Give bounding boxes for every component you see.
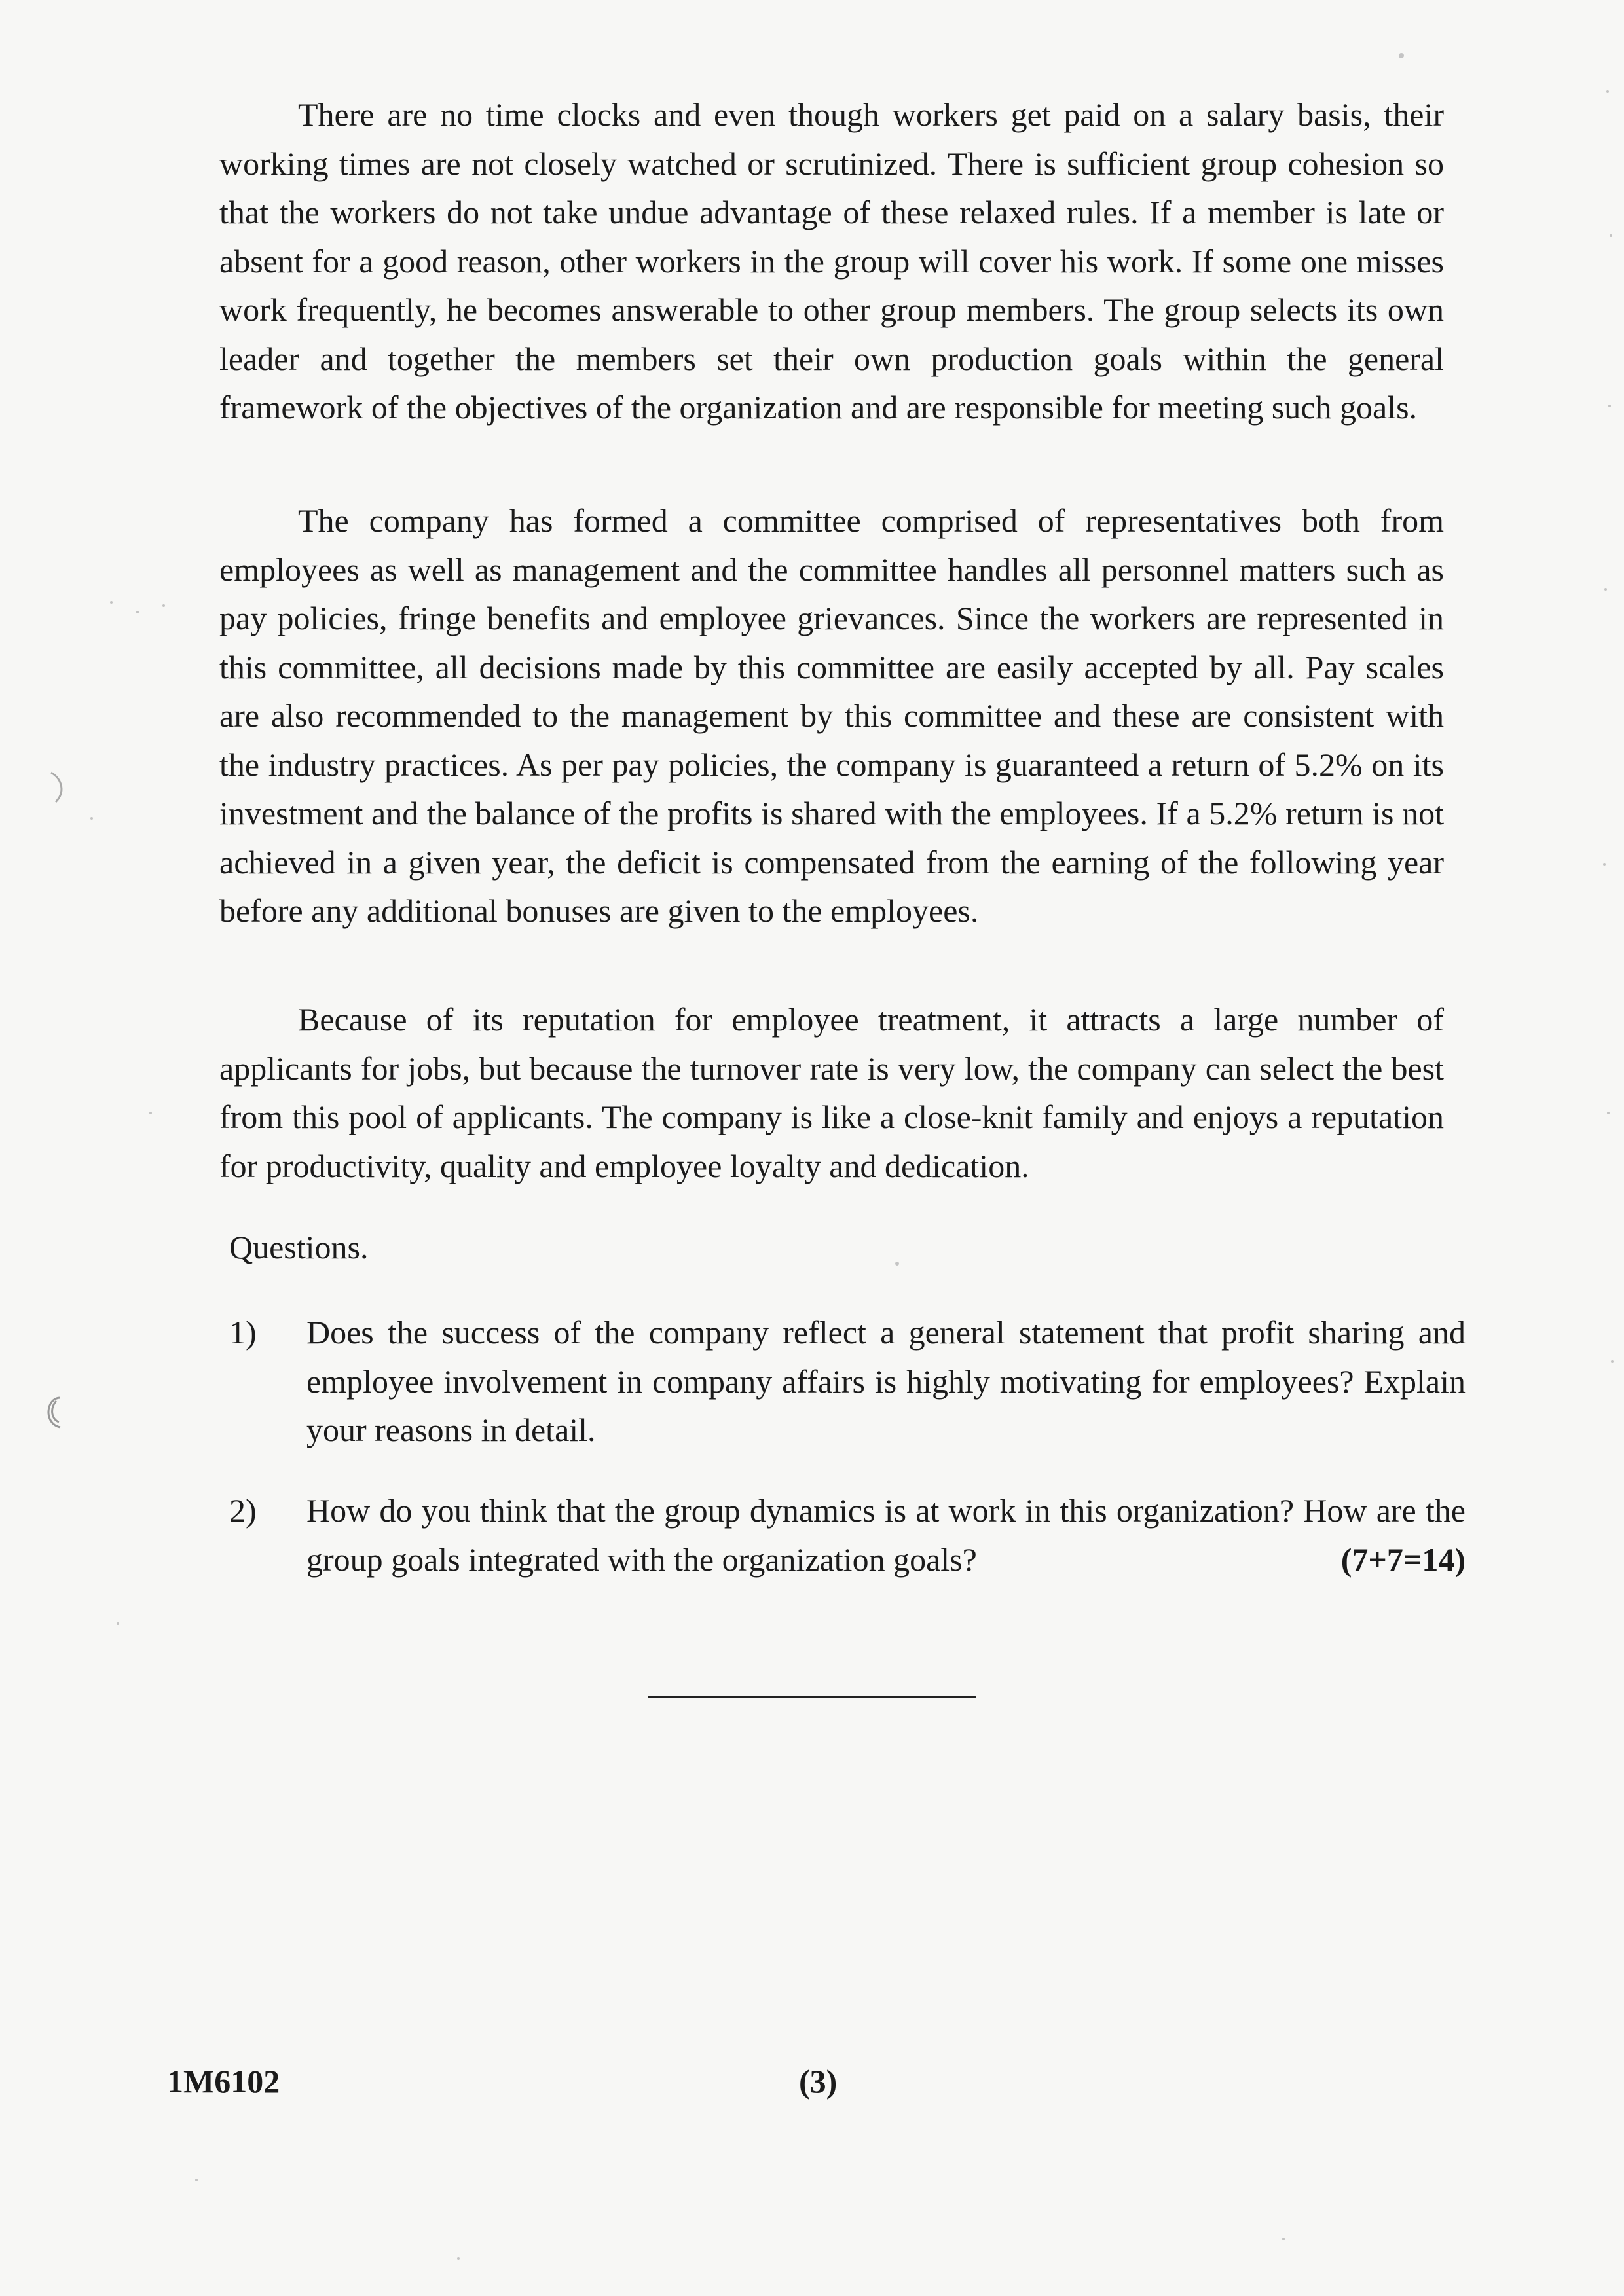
- question-text: How do you think that the group dynamics is at work in this organization? How are the group goals integrated with the organization goals?: [306, 1492, 1466, 1578]
- end-divider: [648, 1696, 976, 1698]
- question-item: [229, 1308, 1466, 1459]
- question-number: 2): [229, 1492, 257, 1529]
- paragraph-reputation: Because of its reputation for employee treatment, it attracts a large number of applicants for jobs, but because the turnover rate is very low, the company can select the best from this pool of applicants. The company is like a close-knit family and enjoys a reputation for productivity, quality and employee loyalty and dedication.: [219, 1001, 1444, 1184]
- paragraph-committee: The company has formed a committee comprised of representatives both from employees as well as management and the committee handles all personnel matters such as pay policies, fringe benefits and employee grievances. Since the workers are represented in this committee, all decisions made by this committee are easily accepted by all. Pay scales are also recommended to the management by this committee and these are consistent with the industry practices. As per pay policies, the company is guaranteed a return of 5.2% on its investment and the balance of the profits is shared with the employees. If a 5.2% return is not achieved in a given year, the deficit is compensated from the earning of the following year before any additional bonuses are given to the employees.: [219, 502, 1444, 929]
- questions-heading: Questions.: [229, 1229, 369, 1266]
- question-item: [229, 1486, 1466, 1591]
- question-number: 1): [229, 1314, 257, 1351]
- marks-allocation: (7+7=14): [1340, 1540, 1466, 1578]
- page-number: (3): [799, 2063, 838, 2100]
- question-text: Does the success of the company reflect a general statement that profit sharing and employee involvement in company affairs is highly motivating for employees? Explain your reasons in detail.: [306, 1314, 1466, 1448]
- paragraph-work-culture: There are no time clocks and even though workers get paid on a salary basis, their working times are not closely watched or scrutinized. There is sufficient group cohesion so that the workers do not take undue advantage of these relaxed rules. If a member is late or absent for a good reason, other workers in the group will cover his work. If some one misses work frequently, he becomes answerable to other group members. The group selects its own leader and together the members set their own production goals within the general framework of the objectives of the organization and are responsible for meeting such goals.: [219, 96, 1444, 426]
- question-text-block: [306, 1486, 1466, 1584]
- paper-code: 1M6102: [167, 2063, 280, 2100]
